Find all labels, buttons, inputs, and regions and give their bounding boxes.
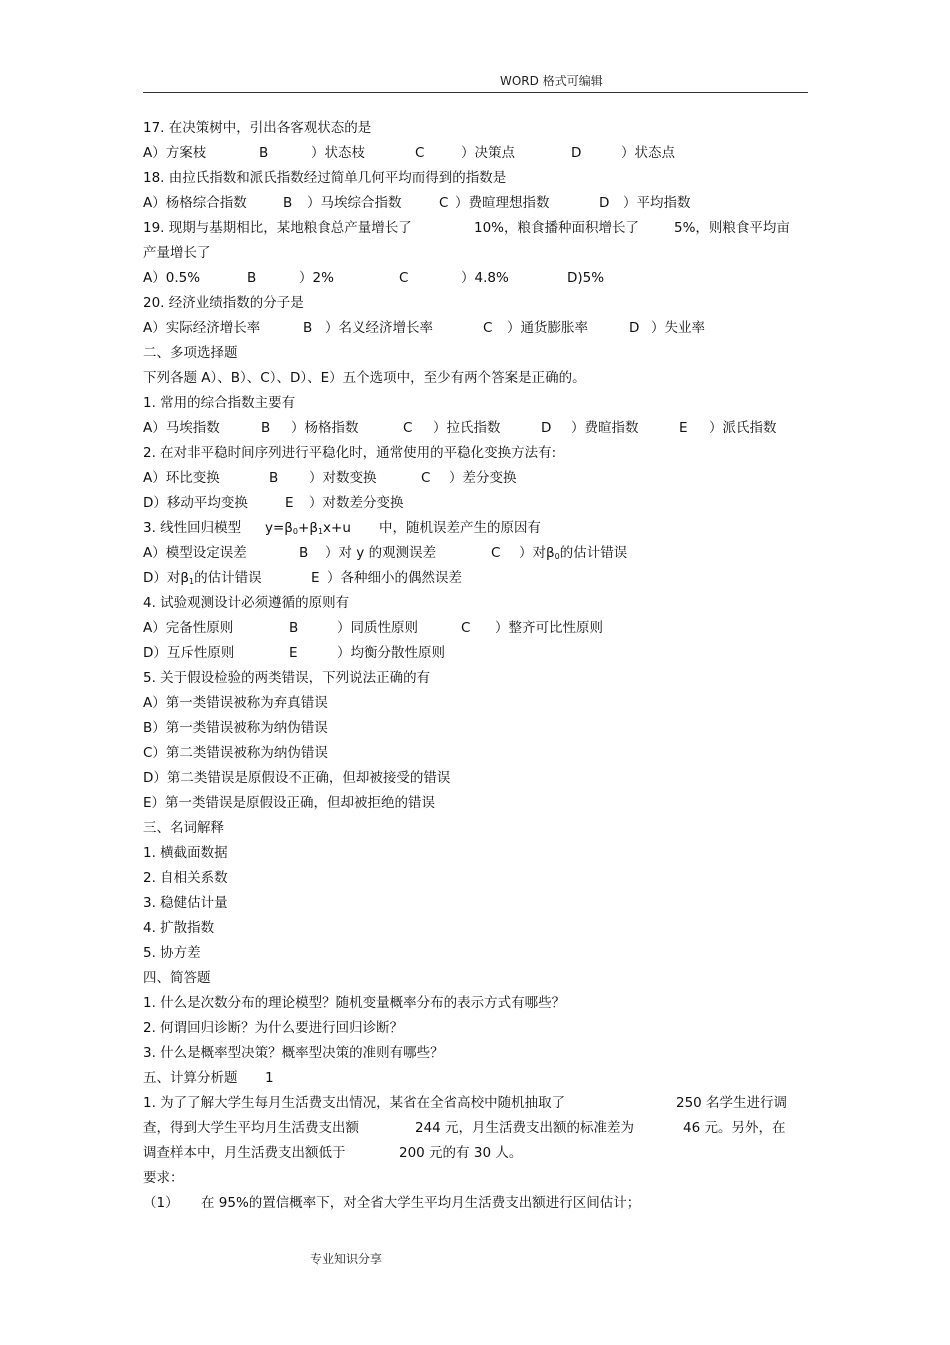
option-e: ）均衡分散性原则 xyxy=(337,645,445,661)
short-answer-item xyxy=(143,991,803,1016)
option-d: D）对$\beta_1$的估计错误 xyxy=(143,570,262,586)
option-e: ）对数差分变换 xyxy=(309,495,404,511)
option-d: D)5% xyxy=(567,270,605,286)
option-b: ）马埃综合指数 xyxy=(307,195,402,211)
term-text: 2. 自相关系数 xyxy=(143,870,228,886)
question-19-text-cont: 产量增长了 xyxy=(143,245,211,261)
question-17-stem xyxy=(143,116,803,141)
question-19-text-c: 5%，则粮食平均亩 xyxy=(674,220,790,236)
multi-3-stem xyxy=(143,516,803,541)
calc-1-text-e: 46 元。另外，在 xyxy=(683,1120,786,1136)
calc-1-text-c: 查，得到大学生平均月生活费支出额 xyxy=(143,1120,359,1136)
option-b-letter: B xyxy=(261,420,271,436)
question-20-stem xyxy=(143,291,803,316)
calc-1-line-2 xyxy=(143,1116,803,1141)
option-b-letter: B xyxy=(289,620,299,636)
option-c-letter: C xyxy=(399,270,409,286)
multi-5-text: 5. 关于假设检验的两类错误，下列说法正确的有 xyxy=(143,670,431,686)
option-a: A）模型设定误差 xyxy=(143,545,247,561)
option-c-letter: C xyxy=(491,545,501,561)
option-e-letter: E xyxy=(679,420,688,436)
multi-3-options-2 xyxy=(143,566,803,591)
multi-2-options-2 xyxy=(143,491,803,516)
term-text: 4. 扩散指数 xyxy=(143,920,215,936)
multi-5-option-e xyxy=(143,791,803,816)
option-c: ）决策点 xyxy=(461,145,515,161)
calc-1-text-d: 244 元，月生活费支出额的标准差为 xyxy=(415,1120,635,1136)
option-c-letter: C xyxy=(421,470,431,486)
option-e: E）第一类错误是原假设正确，但却被拒绝的错误 xyxy=(143,795,436,811)
option-d: D）移动平均变换 xyxy=(143,495,248,511)
multi-4-options-2 xyxy=(143,641,803,666)
option-d: ）平均指数 xyxy=(623,195,691,211)
option-a: A）0.5% xyxy=(143,270,201,286)
question-18-stem xyxy=(143,166,803,191)
requirement-number: （1） xyxy=(143,1195,179,1211)
option-e-letter: E xyxy=(311,570,320,586)
multi-4-stem xyxy=(143,591,803,616)
option-b-letter: B xyxy=(259,145,269,161)
option-c-letter: C xyxy=(483,320,493,336)
requirements-label: 要求： xyxy=(143,1170,184,1186)
question-18-text: 18. 由拉氏指数和派氏指数经过简单几何平均而得到的指数是 xyxy=(143,170,507,186)
multi-3-text-b: 中，随机误差产生的原因有 xyxy=(379,520,541,536)
term-item xyxy=(143,916,803,941)
option-d-letter: D xyxy=(571,145,582,161)
option-c: ）差分变换 xyxy=(449,470,517,486)
section-intro: 下列各题 A）、B）、C）、D）、E）五个选项中，至少有两个答案是正确的。 xyxy=(143,370,586,386)
option-c: ）费暄理想指数 xyxy=(455,195,550,211)
term-item xyxy=(143,941,803,966)
option-b: ）同质性原则 xyxy=(337,620,418,636)
option-c-letter: C xyxy=(403,420,413,436)
option-c-letter: C xyxy=(439,195,449,211)
section-5-title xyxy=(143,1066,803,1091)
term-text: 1. 横截面数据 xyxy=(143,845,228,861)
option-e: ）派氏指数 xyxy=(709,420,777,436)
question-19-text-a: 19. 现期与基期相比，某地粮食总产量增长了 xyxy=(143,220,412,236)
question-19-stem-cont xyxy=(143,241,803,266)
calc-1-text-g: 200 元的有 30 人。 xyxy=(399,1145,523,1161)
term-item xyxy=(143,891,803,916)
option-d: D）互斥性原则 xyxy=(143,645,235,661)
multi-1-options xyxy=(143,416,803,441)
option-b: ）对 y 的观测误差 xyxy=(325,545,437,561)
option-d: ）状态点 xyxy=(621,145,675,161)
page-header: WORD 格式可编辑 xyxy=(500,74,603,88)
document-body xyxy=(143,116,803,1216)
option-b: ）杨格指数 xyxy=(291,420,359,436)
question-19-stem xyxy=(143,216,803,241)
question-19-options xyxy=(143,266,803,291)
option-e: ）各种细小的偶然误差 xyxy=(327,570,462,586)
option-a: A）实际经济增长率 xyxy=(143,320,261,336)
option-c: C）第二类错误被称为纳伪错误 xyxy=(143,745,328,761)
section-title: 二、多项选择题 xyxy=(143,345,238,361)
multi-3-options-1 xyxy=(143,541,803,566)
multi-1-text: 1. 常用的综合指数主要有 xyxy=(143,395,296,411)
multi-5-option-c xyxy=(143,741,803,766)
option-c: ）对$\beta_0$的估计错误 xyxy=(519,545,628,561)
question-17-options xyxy=(143,141,803,166)
multi-5-stem xyxy=(143,666,803,691)
term-text: 5. 协方差 xyxy=(143,945,201,961)
option-c: ）整齐可比性原则 xyxy=(495,620,603,636)
short-answer-text: 1. 什么是次数分布的理论模型？随机变量概率分布的表示方式有哪些？ xyxy=(143,995,566,1011)
section-title: 三、名词解释 xyxy=(143,820,224,836)
calc-1-line-3 xyxy=(143,1141,803,1166)
option-b: B）第一类错误被称为纳伪错误 xyxy=(143,720,328,736)
multi-5-option-d xyxy=(143,766,803,791)
multi-2-stem xyxy=(143,441,803,466)
question-20-options xyxy=(143,316,803,341)
option-b: ）状态枝 xyxy=(311,145,365,161)
page-footer: 专业知识分享 xyxy=(310,1252,383,1266)
option-d-letter: D xyxy=(629,320,640,336)
section-2-title xyxy=(143,341,803,366)
option-b-letter: B xyxy=(299,545,309,561)
short-answer-text: 3. 什么是概率型决策？概率型决策的准则有哪些？ xyxy=(143,1045,444,1061)
term-text: 3. 稳健估计量 xyxy=(143,895,228,911)
short-answer-text: 2. 何谓回归诊断？为什么要进行回归诊断？ xyxy=(143,1020,404,1036)
multi-2-text: 2. 在对非平稳时间序列进行平稳化时，通常使用的平稳化变换方法有: xyxy=(143,445,557,461)
multi-4-options-1 xyxy=(143,616,803,641)
section-2-intro xyxy=(143,366,803,391)
multi-5-option-a xyxy=(143,691,803,716)
multi-5-option-b xyxy=(143,716,803,741)
multi-3-text-a: 3. 线性回归模型 xyxy=(143,520,242,536)
option-e-letter: E xyxy=(285,495,294,511)
option-e-letter: E xyxy=(289,645,298,661)
section-title: 四、简答题 xyxy=(143,970,211,986)
calc-1-text-b: 250 名学生进行调 xyxy=(676,1095,788,1111)
option-d: ）费暄指数 xyxy=(571,420,639,436)
option-c: ）拉氏指数 xyxy=(433,420,501,436)
calc-1-text-f: 调查样本中，月生活费支出额低于 xyxy=(143,1145,346,1161)
question-17-text: 17. 在决策树中，引出各客观状态的是 xyxy=(143,120,372,136)
calc-1-line-1 xyxy=(143,1091,803,1116)
option-a: A）马埃指数 xyxy=(143,420,220,436)
section-title: 五、计算分析题 xyxy=(143,1070,238,1086)
option-d-letter: D xyxy=(541,420,552,436)
question-18-options xyxy=(143,191,803,216)
term-item xyxy=(143,866,803,891)
option-b-letter: B xyxy=(269,470,279,486)
section-number: 1 xyxy=(265,1070,274,1086)
multi-2-options-1 xyxy=(143,466,803,491)
calc-1-text-a: 1. 为了了解大学生每月生活费支出情况，某省在全省高校中随机抽取了 xyxy=(143,1095,566,1111)
multi-1-stem xyxy=(143,391,803,416)
requirement-text: 在 95%的置信概率下，对全省大学生平均月生活费支出额进行区间估计； xyxy=(201,1195,641,1211)
option-c-letter: C xyxy=(415,145,425,161)
question-19-text-b: 10%，粮食播种面积增长了 xyxy=(474,220,640,236)
option-c: ）4.8% xyxy=(461,270,509,286)
option-a: A）环比变换 xyxy=(143,470,220,486)
option-d: D）第二类错误是原假设不正确，但却被接受的错误 xyxy=(143,770,451,786)
option-b-letter: B xyxy=(303,320,313,336)
term-item xyxy=(143,841,803,866)
regression-formula: $y=\beta_0+\beta_1x+u$ xyxy=(265,520,351,536)
option-d-letter: D xyxy=(599,195,610,211)
calc-1-requirements xyxy=(143,1166,803,1191)
option-b-letter: B xyxy=(283,195,293,211)
option-b: ）2% xyxy=(299,270,334,286)
question-20-text: 20. 经济业绩指数的分子是 xyxy=(143,295,304,311)
short-answer-item xyxy=(143,1041,803,1066)
multi-4-text: 4. 试验观测设计必须遵循的原则有 xyxy=(143,595,350,611)
header-rule xyxy=(143,92,808,93)
option-a: A）完备性原则 xyxy=(143,620,234,636)
option-a: A）方案枝 xyxy=(143,145,207,161)
option-b-letter: B xyxy=(247,270,257,286)
option-b: ）对数变换 xyxy=(309,470,377,486)
section-3-title xyxy=(143,816,803,841)
option-c: ）通货膨胀率 xyxy=(507,320,588,336)
short-answer-item xyxy=(143,1016,803,1041)
option-a: A）第一类错误被称为弃真错误 xyxy=(143,695,328,711)
option-c-letter: C xyxy=(461,620,471,636)
section-4-title xyxy=(143,966,803,991)
option-d: ）失业率 xyxy=(651,320,705,336)
option-b: ）名义经济增长率 xyxy=(325,320,433,336)
option-a: A）杨格综合指数 xyxy=(143,195,247,211)
calc-1-requirement-1 xyxy=(143,1191,803,1216)
